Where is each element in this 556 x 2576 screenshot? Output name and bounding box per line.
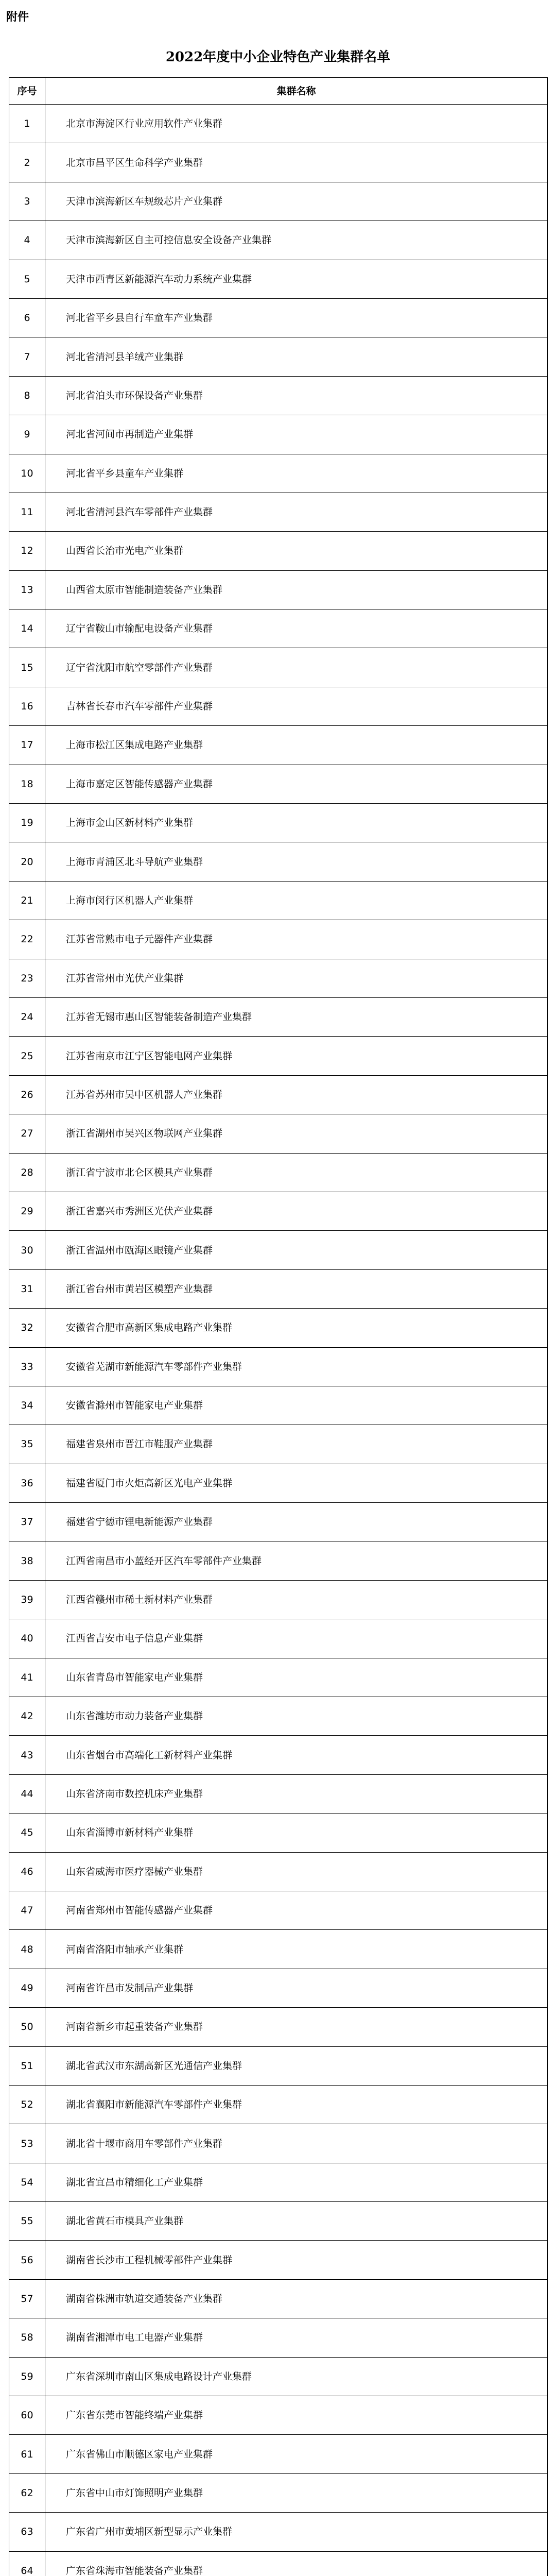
table-row (9, 2163, 548, 2201)
table-row (9, 1425, 548, 1464)
row-number: 53 (9, 2124, 45, 2163)
table-row (9, 2085, 548, 2124)
table-row (9, 2357, 548, 2396)
cluster-name: 上海市嘉定区智能传感器产业集群 (45, 765, 548, 803)
cluster-name: 江苏省常熟市电子元器件产业集群 (45, 920, 548, 959)
row-number: 5 (9, 260, 45, 298)
table-row (9, 2124, 548, 2163)
cluster-name: 湖北省宜昌市精细化工产业集群 (45, 2163, 548, 2201)
row-number: 63 (9, 2513, 45, 2551)
cluster-name: 河南省新乡市起重装备产业集群 (45, 2008, 548, 2046)
table-header-row (9, 78, 548, 105)
row-number: 46 (9, 1852, 45, 1891)
cluster-name: 上海市闵行区机器人产业集群 (45, 881, 548, 920)
cluster-name: 山东省烟台市高端化工新材料产业集群 (45, 1736, 548, 1774)
table-row (9, 221, 548, 260)
annex-label: 附件 (6, 11, 29, 24)
row-number: 32 (9, 1309, 45, 1347)
row-number: 55 (9, 2202, 45, 2241)
row-number: 43 (9, 1736, 45, 1774)
cluster-name: 江苏省无锡市惠山区智能装备制造产业集群 (45, 997, 548, 1036)
cluster-name: 广东省珠海市智能装备产业集群 (45, 2551, 548, 2576)
row-number: 7 (9, 337, 45, 376)
table-row (9, 376, 548, 415)
cluster-name: 湖北省武汉市东湖高新区光通信产业集群 (45, 2046, 548, 2085)
cluster-name: 山西省长治市光电产业集群 (45, 532, 548, 570)
table-row (9, 1075, 548, 1114)
table-row (9, 298, 548, 337)
row-number: 15 (9, 648, 45, 687)
cluster-name: 上海市金山区新材料产业集群 (45, 804, 548, 842)
table-row (9, 1269, 548, 1308)
row-number: 17 (9, 726, 45, 765)
cluster-name: 浙江省台州市黄岩区模塑产业集群 (45, 1269, 548, 1308)
table-body (9, 105, 548, 2576)
table-row (9, 920, 548, 959)
row-number: 1 (9, 105, 45, 143)
row-number: 49 (9, 1969, 45, 2007)
table-row (9, 609, 548, 648)
table-row (9, 1774, 548, 1813)
page-title: 2022年度中小企业特色产业集群名单 (165, 49, 391, 65)
table-row (9, 1309, 548, 1347)
table-row (9, 1697, 548, 1736)
cluster-name: 福建省泉州市晋江市鞋服产业集群 (45, 1425, 548, 1464)
cluster-name: 安徽省芜湖市新能源汽车零部件产业集群 (45, 1347, 548, 1386)
row-number: 48 (9, 1930, 45, 1969)
cluster-name: 上海市青浦区北斗导航产业集群 (45, 842, 548, 881)
table-row (9, 260, 548, 298)
cluster-name: 天津市西青区新能源汽车动力系统产业集群 (45, 260, 548, 298)
cluster-name: 福建省厦门市火炬高新区光电产业集群 (45, 1464, 548, 1502)
row-number: 20 (9, 842, 45, 881)
table-row (9, 182, 548, 221)
table-row (9, 1231, 548, 1269)
table-row (9, 2318, 548, 2357)
table-row (9, 337, 548, 376)
table-row (9, 1580, 548, 1619)
row-number: 51 (9, 2046, 45, 2085)
cluster-name: 辽宁省鞍山市输配电设备产业集群 (45, 609, 548, 648)
cluster-name: 河北省河间市再制造产业集群 (45, 415, 548, 454)
table-row (9, 1347, 548, 1386)
row-number: 35 (9, 1425, 45, 1464)
row-number: 26 (9, 1075, 45, 1114)
cluster-name: 广东省佛山市顺德区家电产业集群 (45, 2435, 548, 2473)
row-number: 30 (9, 1231, 45, 1269)
row-number: 23 (9, 959, 45, 997)
cluster-name: 河北省平乡县自行车童车产业集群 (45, 298, 548, 337)
table-row (9, 2396, 548, 2435)
row-number: 37 (9, 1503, 45, 1541)
row-number: 31 (9, 1269, 45, 1308)
row-number: 40 (9, 1619, 45, 1658)
cluster-name: 湖南省株洲市轨道交通装备产业集群 (45, 2279, 548, 2318)
row-number: 10 (9, 454, 45, 493)
cluster-name: 山东省青岛市智能家电产业集群 (45, 1658, 548, 1697)
table-row (9, 959, 548, 997)
cluster-name: 福建省宁德市锂电新能源产业集群 (45, 1503, 548, 1541)
table-row (9, 1814, 548, 1852)
cluster-name: 广东省东莞市智能终端产业集群 (45, 2396, 548, 2435)
row-number: 58 (9, 2318, 45, 2357)
table-row (9, 1503, 548, 1541)
cluster-name: 广东省深圳市南山区集成电路设计产业集群 (45, 2357, 548, 2396)
cluster-name: 吉林省长春市汽车零部件产业集群 (45, 687, 548, 725)
table-row (9, 997, 548, 1036)
cluster-name: 浙江省湖州市吴兴区物联网产业集群 (45, 1114, 548, 1153)
row-number: 36 (9, 1464, 45, 1502)
cluster-name: 山东省威海市医疗器械产业集群 (45, 1852, 548, 1891)
row-number: 47 (9, 1891, 45, 1929)
cluster-name: 河南省郑州市智能传感器产业集群 (45, 1891, 548, 1929)
cluster-name: 河南省洛阳市轴承产业集群 (45, 1930, 548, 1969)
row-number: 8 (9, 376, 45, 415)
table-row (9, 2473, 548, 2512)
cluster-name: 北京市昌平区生命科学产业集群 (45, 143, 548, 182)
cluster-name: 江西省南昌市小蓝经开区汽车零部件产业集群 (45, 1541, 548, 1580)
cluster-name: 湖北省十堰市商用车零部件产业集群 (45, 2124, 548, 2163)
row-number: 38 (9, 1541, 45, 1580)
table-row (9, 765, 548, 803)
row-number: 4 (9, 221, 45, 260)
table-row (9, 2435, 548, 2473)
cluster-name: 江西省吉安市电子信息产业集群 (45, 1619, 548, 1658)
row-number: 24 (9, 997, 45, 1036)
table-row (9, 454, 548, 493)
cluster-name: 广东省广州市黄埔区新型显示产业集群 (45, 2513, 548, 2551)
row-number: 50 (9, 2008, 45, 2046)
cluster-name: 山东省济南市数控机床产业集群 (45, 1774, 548, 1813)
cluster-name: 河南省许昌市发制品产业集群 (45, 1969, 548, 2007)
cluster-name: 浙江省宁波市北仑区模具产业集群 (45, 1153, 548, 1192)
table-row (9, 1658, 548, 1697)
table-row (9, 2202, 548, 2241)
table-row (9, 532, 548, 570)
row-number: 44 (9, 1774, 45, 1813)
cluster-name: 上海市松江区集成电路产业集群 (45, 726, 548, 765)
row-number: 9 (9, 415, 45, 454)
table-row (9, 1736, 548, 1774)
cluster-name: 辽宁省沈阳市航空零部件产业集群 (45, 648, 548, 687)
table-row (9, 570, 548, 609)
table-row (9, 2279, 548, 2318)
row-number: 34 (9, 1386, 45, 1425)
row-number: 16 (9, 687, 45, 725)
cluster-name: 湖北省襄阳市新能源汽车零部件产业集群 (45, 2085, 548, 2124)
row-number: 21 (9, 881, 45, 920)
table-row (9, 2513, 548, 2551)
table-row (9, 143, 548, 182)
table-row (9, 2241, 548, 2279)
table-row (9, 2046, 548, 2085)
row-number: 33 (9, 1347, 45, 1386)
row-number: 57 (9, 2279, 45, 2318)
table-row (9, 1153, 548, 1192)
header-num: 序号 (9, 78, 45, 105)
cluster-name: 河北省清河县汽车零部件产业集群 (45, 493, 548, 531)
table-row (9, 1852, 548, 1891)
row-number: 54 (9, 2163, 45, 2201)
row-number: 41 (9, 1658, 45, 1697)
cluster-table (9, 77, 548, 2576)
cluster-name: 天津市滨海新区车规级芯片产业集群 (45, 182, 548, 221)
cluster-name: 广东省中山市灯饰照明产业集群 (45, 2473, 548, 2512)
row-number: 11 (9, 493, 45, 531)
cluster-name: 江苏省南京市江宁区智能电网产业集群 (45, 1037, 548, 1075)
cluster-name: 安徽省滁州市智能家电产业集群 (45, 1386, 548, 1425)
row-number: 59 (9, 2357, 45, 2396)
cluster-name: 河北省泊头市环保设备产业集群 (45, 376, 548, 415)
table-row (9, 687, 548, 725)
row-number: 2 (9, 143, 45, 182)
cluster-name: 天津市滨海新区自主可控信息安全设备产业集群 (45, 221, 548, 260)
cluster-name: 山东省淄博市新材料产业集群 (45, 1814, 548, 1852)
table-row (9, 2008, 548, 2046)
row-number: 25 (9, 1037, 45, 1075)
cluster-name: 山东省潍坊市动力装备产业集群 (45, 1697, 548, 1736)
table-row (9, 726, 548, 765)
cluster-name: 安徽省合肥市高新区集成电路产业集群 (45, 1309, 548, 1347)
header-name: 集群名称 (45, 78, 548, 105)
cluster-name: 浙江省温州市瓯海区眼镜产业集群 (45, 1231, 548, 1269)
cluster-name: 江苏省苏州市吴中区机器人产业集群 (45, 1075, 548, 1114)
cluster-name: 河北省清河县羊绒产业集群 (45, 337, 548, 376)
table-row (9, 804, 548, 842)
cluster-name: 湖南省长沙市工程机械零部件产业集群 (45, 2241, 548, 2279)
cluster-name: 江西省赣州市稀土新材料产业集群 (45, 1580, 548, 1619)
table-row (9, 1114, 548, 1153)
row-number: 19 (9, 804, 45, 842)
row-number: 60 (9, 2396, 45, 2435)
table-row (9, 1969, 548, 2007)
row-number: 6 (9, 298, 45, 337)
row-number: 12 (9, 532, 45, 570)
cluster-name: 湖南省湘潭市电工电器产业集群 (45, 2318, 548, 2357)
table-row (9, 1464, 548, 1502)
table-row (9, 2551, 548, 2576)
row-number: 3 (9, 182, 45, 221)
row-number: 14 (9, 609, 45, 648)
row-number: 62 (9, 2473, 45, 2512)
cluster-name: 浙江省嘉兴市秀洲区光伏产业集群 (45, 1192, 548, 1230)
table-row (9, 1619, 548, 1658)
row-number: 42 (9, 1697, 45, 1736)
table-row (9, 1037, 548, 1075)
row-number: 61 (9, 2435, 45, 2473)
row-number: 29 (9, 1192, 45, 1230)
cluster-name: 江苏省常州市光伏产业集群 (45, 959, 548, 997)
row-number: 18 (9, 765, 45, 803)
table-row (9, 1930, 548, 1969)
cluster-name: 河北省平乡县童车产业集群 (45, 454, 548, 493)
row-number: 56 (9, 2241, 45, 2279)
cluster-name: 北京市海淀区行业应用软件产业集群 (45, 105, 548, 143)
table-row (9, 105, 548, 143)
row-number: 64 (9, 2551, 45, 2576)
table-row (9, 1192, 548, 1230)
row-number: 27 (9, 1114, 45, 1153)
table-row (9, 648, 548, 687)
cluster-name: 山西省太原市智能制造装备产业集群 (45, 570, 548, 609)
row-number: 22 (9, 920, 45, 959)
cluster-name: 湖北省黄石市模具产业集群 (45, 2202, 548, 2241)
table-row (9, 881, 548, 920)
table-row (9, 1891, 548, 1929)
table-row (9, 493, 548, 531)
row-number: 13 (9, 570, 45, 609)
table-row (9, 1386, 548, 1425)
table-row (9, 1541, 548, 1580)
row-number: 45 (9, 1814, 45, 1852)
row-number: 39 (9, 1580, 45, 1619)
table-row (9, 415, 548, 454)
row-number: 28 (9, 1153, 45, 1192)
table-row (9, 842, 548, 881)
row-number: 52 (9, 2085, 45, 2124)
